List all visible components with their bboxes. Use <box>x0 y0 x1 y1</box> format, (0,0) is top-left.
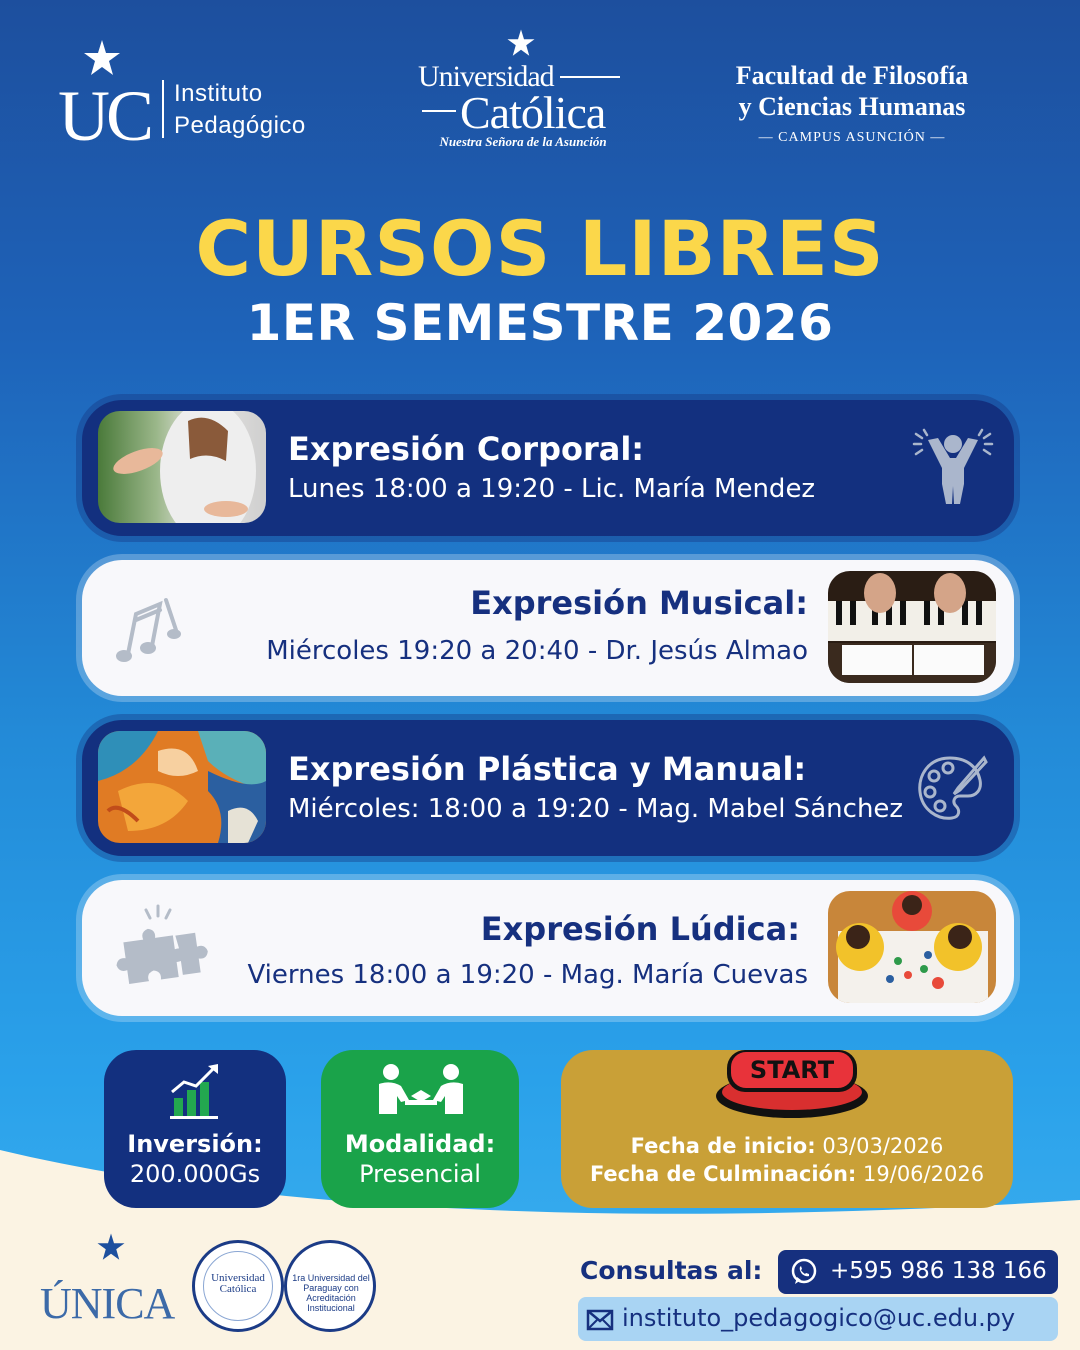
modalidad-box <box>321 1050 519 1208</box>
phone-link[interactable] <box>778 1250 1058 1294</box>
instituto-pedagogico-logo <box>58 38 348 156</box>
start-button <box>713 1044 871 1120</box>
facultad-logo <box>712 60 992 160</box>
course-schedule: Viernes 18:00 a 19:20 - Mag. María Cuevas <box>247 960 808 990</box>
paint-palette-icon <box>914 754 988 824</box>
course-photo-ludica <box>828 891 996 1003</box>
phone-number: +595 986 138 166 <box>830 1258 1047 1284</box>
fecha-culminacion-value: 19/06/2026 <box>863 1162 985 1186</box>
modalidad-value: Presencial <box>359 1160 481 1188</box>
unica-word: ÚNICA <box>40 1279 175 1328</box>
facultad-line2: y Ciencias Humanas <box>738 92 966 121</box>
email-link[interactable] <box>578 1297 1058 1341</box>
course-card-ludica <box>82 880 1014 1016</box>
start-button-label: START <box>749 1056 835 1084</box>
course-schedule: Miércoles 19:20 a 20:40 - Dr. Jesús Almao <box>266 636 808 666</box>
course-card-plastica <box>82 720 1014 856</box>
logo-rule <box>422 110 456 112</box>
facultad-line1: Facultad de Filosofía <box>735 61 969 90</box>
course-photo-corporal <box>98 411 266 523</box>
catolica-word: Católica <box>460 87 606 138</box>
inversion-label: Inversión: <box>127 1130 263 1158</box>
universidad-motto: Nuestra Señora de la Asunción <box>439 134 607 149</box>
inversion-value: 200.000Gs <box>129 1160 261 1188</box>
modalidad-label: Modalidad: <box>344 1130 496 1158</box>
course-title: Expresión Corporal: <box>288 430 645 468</box>
music-notes-icon <box>116 590 186 666</box>
instituto-name <box>174 78 306 142</box>
person-cheering-icon <box>910 428 996 508</box>
meeting-people-icon <box>375 1062 467 1120</box>
puzzle-piece-icon <box>116 904 210 988</box>
email-address: instituto_pedagogico@uc.edu.py <box>622 1304 1016 1332</box>
growth-chart-icon <box>168 1062 224 1120</box>
course-schedule: Miércoles: 18:00 a 19:20 - Mag. Mabel Sánchez <box>288 794 904 824</box>
instituto-line1: Instituto <box>174 80 263 107</box>
whatsapp-icon <box>790 1258 818 1286</box>
fecha-culminacion <box>561 1162 1013 1186</box>
page-subtitle: 1ER SEMESTRE 2026 <box>246 294 834 352</box>
course-title: Expresión Lúdica: <box>480 910 800 948</box>
course-photo-musical <box>828 571 996 683</box>
inversion-box <box>104 1050 286 1208</box>
course-photo-plastica <box>98 731 266 843</box>
fecha-inicio-value: 03/03/2026 <box>822 1134 944 1158</box>
fecha-inicio-label: Fecha de inicio: <box>630 1134 816 1158</box>
instituto-line2: Pedagógico <box>174 112 306 139</box>
course-title: Expresión Plástica y Manual: <box>288 750 807 788</box>
star-icon <box>506 28 536 58</box>
page-title: CURSOS LIBRES <box>195 204 885 293</box>
email-icon <box>586 1305 614 1333</box>
acreditacion-seal <box>284 1240 376 1332</box>
logo-divider <box>162 80 164 138</box>
course-title: Expresión Musical: <box>470 584 808 622</box>
course-card-musical <box>82 560 1014 696</box>
fecha-inicio <box>561 1134 1013 1158</box>
logo-rule <box>560 76 620 78</box>
campus-label: — CAMPUS ASUNCIÓN — <box>758 130 946 145</box>
uc-letters: UC <box>58 76 151 156</box>
dates-box <box>561 1050 1013 1208</box>
universidad-word: Universidad <box>418 60 554 93</box>
seal-text: 1ra Universidad del Paraguay con Acreditación Institucional <box>292 1273 370 1313</box>
universidad-catolica-logo <box>410 28 630 153</box>
course-schedule: Lunes 18:00 a 19:20 - Lic. María Mendez <box>288 474 816 504</box>
consultas-label: Consultas al: <box>580 1256 763 1285</box>
fecha-culminacion-label: Fecha de Culminación: <box>589 1162 857 1186</box>
seal-text: Universidad Católica <box>211 1272 265 1295</box>
unica-logo <box>40 1230 190 1330</box>
star-icon <box>96 1232 126 1262</box>
star-icon <box>82 38 122 78</box>
course-card-corporal <box>82 400 1014 536</box>
universidad-seal <box>192 1240 284 1332</box>
